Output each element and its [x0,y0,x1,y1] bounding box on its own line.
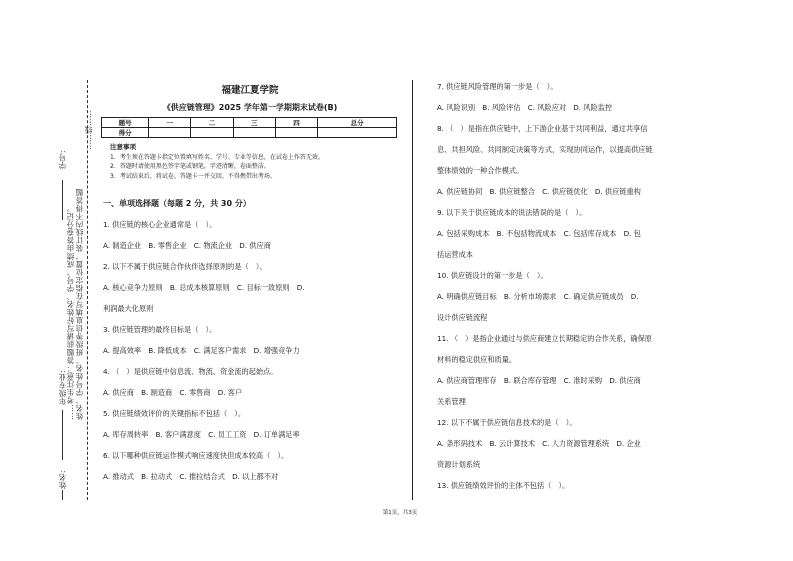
score-cell [191,128,233,138]
score-cell: 二 [191,118,233,128]
binding-notice-2: 姓名、学号姓名、班级等信息填写在指定位置，装订线内不得答题 [75,188,84,420]
question-line: A. 提高效率 B. 降低成本 C. 满足客户需求 D. 增强竞争力 [103,346,300,355]
question-line: 7. 供应链风险管理的第一步是（ ）。 [437,82,558,91]
question-line: 13. 供应链绩效评价的主体不包括（ ）。 [437,481,570,490]
question-line: 11. （ ）是指企业通过与供应商建立长期稳定的合作关系，确保原 [437,334,652,343]
binding-notice-1: ……考生注意：答题前请写好姓名、学号，成绩由答卷分记， [66,204,75,420]
page-footer: 第1页，共3页 [382,510,418,516]
question-line: 息、共担风险、共同制定决策等方式，实现协同运作，以提高供应链 [437,145,653,154]
school-name: 福建江夏学院 [221,85,279,96]
question-line: 关系管理 [437,397,466,406]
note-item: 3．考试结束后，将试卷、答题卡一并交回，不得携带出考场。 [110,172,276,180]
student-id-label: 学号: [58,150,67,170]
question-line: A. 供应链协同 B. 供应链整合 C. 供应链优化 D. 供应链重构 [437,187,641,196]
note-item: 2．答题时请使用黑色签字笔或钢笔，字迹清晰，卷面整洁。 [110,163,270,170]
student-id-underline [62,180,63,220]
name-label: 姓名: [58,470,67,490]
question-line: 8. （ ）是指在供应链中，上下游企业基于共同利益，通过共享信 [437,124,648,133]
question-line: A. 包括采购成本 B. 不包括物流成本 C. 包括库存成本 D. 包 [437,229,641,238]
score-cell [318,128,397,138]
score-cell: 题号 [102,118,149,128]
section-title: 一、单项选择题（每题 2 分，共 30 分） [103,199,251,208]
question-line: 括运营成本 [437,250,473,259]
question-line: A. 供应商管理库存 B. 联合库存管理 C. 准时采购 D. 供应商 [437,376,641,385]
question-line: 设计供应链流程 [437,313,488,322]
score-cell: 得分 [102,128,149,138]
exam-notes [110,143,400,181]
question-line: 10. 供应链设计的第一步是（ ）。 [437,271,548,280]
question-line: A. 制造企业 B. 零售企业 C. 物流企业 D. 供应商 [103,241,271,250]
class-label: 年级专业: [58,370,67,406]
question-line: 资源计划系统 [437,460,481,469]
score-cell [275,128,317,138]
score-table [101,117,397,138]
question-line: 12. 以下不属于供应链信息技术的是（ ）。 [437,418,577,427]
exam-title: 《供应链管理》2025 学年第一学期期末试卷(B) [162,103,338,112]
right-question-column [437,81,727,491]
question-line: 利润最大化原则 [103,304,154,313]
note-item: 1．考生须在答题卡指定位置填写姓名、学号、专业等信息，在试卷上作答无效。 [110,153,324,161]
question-line: A. 推动式 B. 拉动式 C. 推拉结合式 D. 以上都不对 [103,472,279,481]
column-divider [412,80,413,500]
score-cell [233,128,275,138]
question-line: 3. 供应链管理的最终目标是（ ）。 [103,325,217,334]
question-line: 5. 供应链绩效评价的关键指标不包括（ ）。 [103,409,246,418]
score-cell: 三 [233,118,275,128]
question-line: A. 库存周转率 B. 客户满意度 C. 员工工资 D. 订单满足率 [103,430,300,439]
question-line: 整体绩效的一种合作模式。 [437,166,524,175]
score-cell [149,128,191,138]
question-line: 9. 以下关于供应链成本的说法错误的是（ ）。 [437,208,587,217]
class-underline [62,410,63,460]
question-line: 材料的稳定供应和质量。 [437,355,517,364]
question-line: A. 核心竞争力原则 B. 总成本核算原则 C. 目标一致原则 D. [103,283,305,292]
binding-dots: ……线…… [84,110,93,150]
score-cell: 一 [149,118,191,128]
score-cell: 四 [275,118,317,128]
question-line: 1. 供应链的核心企业通常是（ ）。 [103,220,217,229]
question-line: A. 明确供应链目标 B. 分析市场需求 C. 确定供应链成员 D. [437,292,639,301]
left-question-column [103,198,403,482]
name-underline [62,490,63,500]
question-line: A. 风险识别 B. 风险评估 C. 风险应对 D. 风险监控 [437,103,613,112]
score-cell: 总分 [318,118,397,128]
notes-title: 注意事项 [110,143,136,151]
question-line: A. 供应商 B. 制造商 C. 零售商 D. 客户 [103,388,243,397]
binding-line [87,80,88,500]
question-line: 4. （ ）是供应链中信息流、物流、资金流的起始点。 [103,367,278,376]
question-line: A. 条形码技术 B. 云计算技术 C. 人力资源管理系统 D. 企业 [437,439,641,448]
question-line: 2. 以下不属于供应链合作伙伴选择原则的是（ ）。 [103,262,267,271]
question-line: 6. 以下哪种供应链运作模式响应速度快但成本较高（ ）。 [103,451,289,460]
score-table-score-row [102,128,397,138]
score-table-header-row [102,118,397,128]
